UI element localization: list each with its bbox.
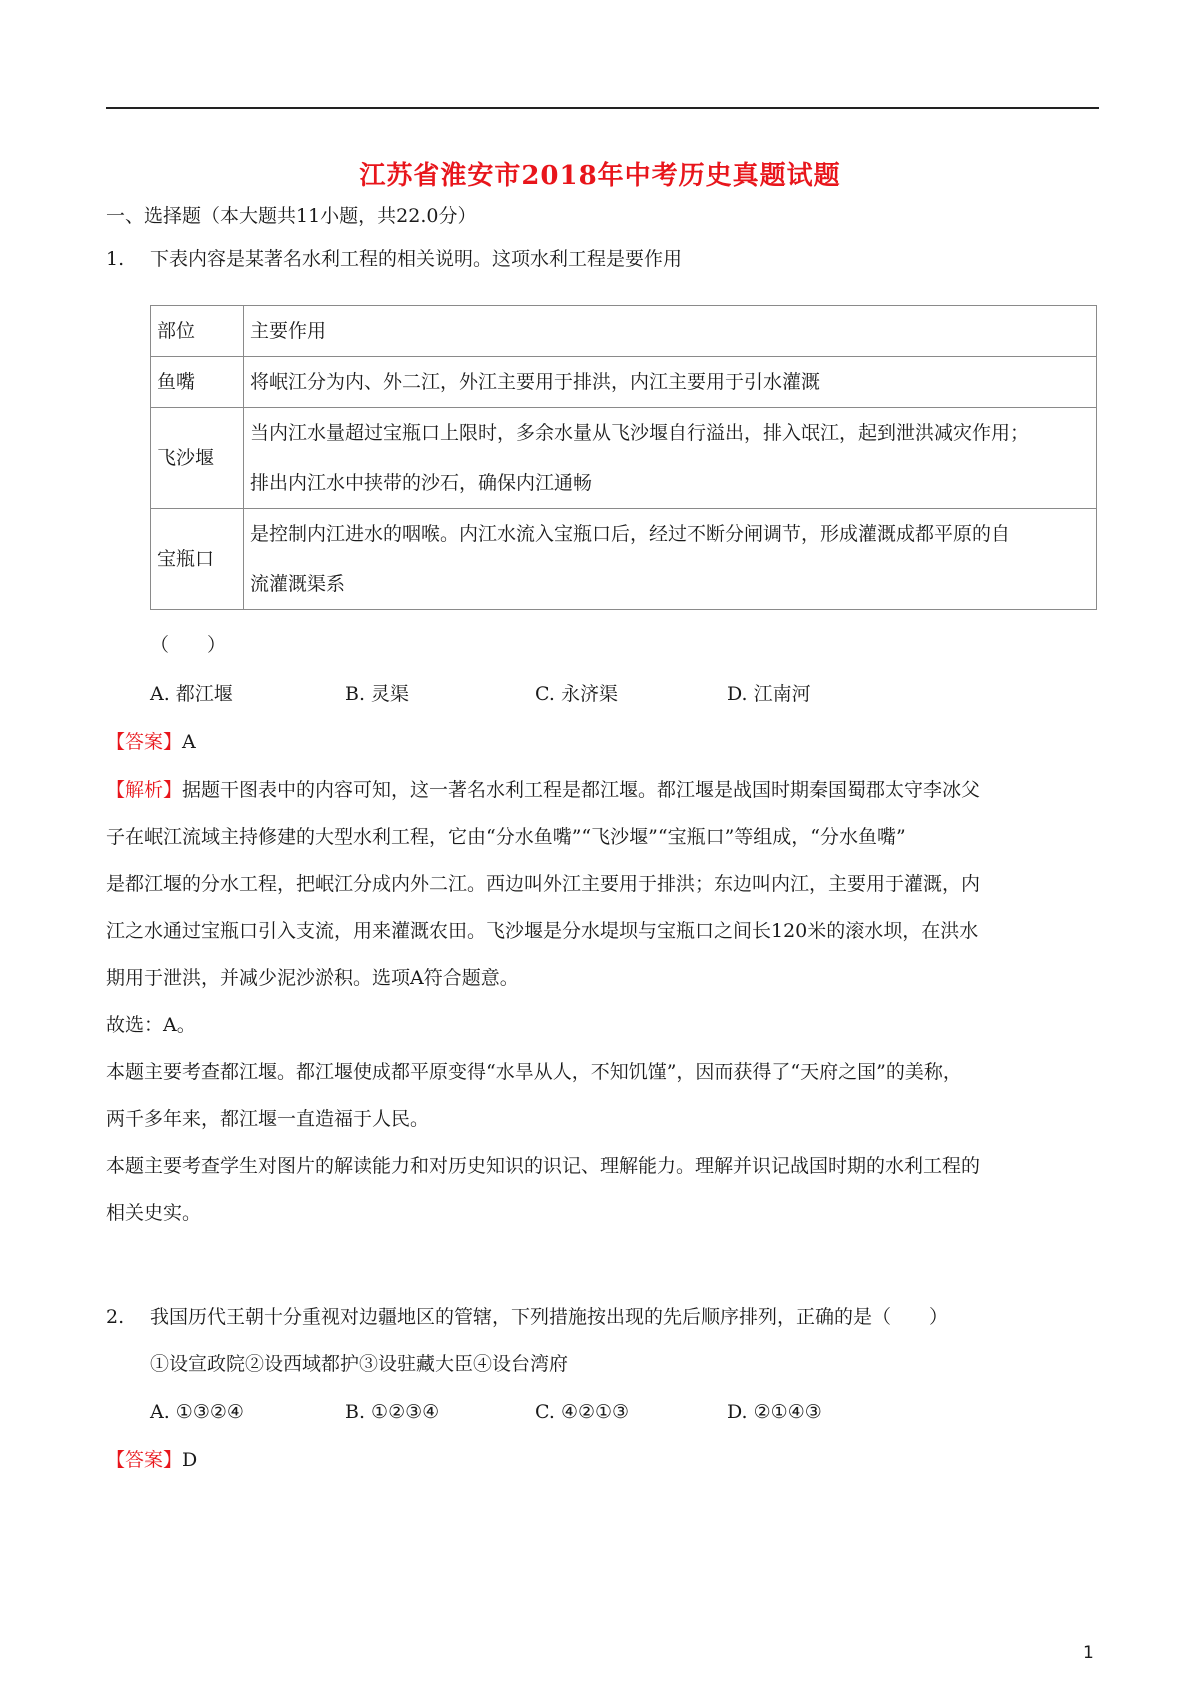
analysis-line: 故选：A。: [106, 1014, 196, 1036]
table-cell-line: 排出内江水中挟带的沙石，确保内江通畅: [250, 472, 593, 494]
analysis-line: 是都江堰的分水工程，把岷江分成内外二江。西边叫外江主要用于排洪；东边叫内江，主要用于灌溉，内: [106, 873, 981, 895]
table-row: [151, 509, 1097, 610]
q2-option-b: B. ①②③④: [345, 1401, 440, 1423]
q1-blank: （ ）: [150, 634, 227, 656]
table-cell: 鱼嘴: [151, 357, 244, 408]
table-cell: 宝瓶口: [151, 509, 244, 610]
answer-value: A: [182, 731, 196, 753]
q1-stem: 下表内容是某著名水利工程的相关说明。这项水利工程是要作用: [150, 248, 683, 270]
q1-option-a: A. 都江堰: [150, 683, 233, 705]
q1-table: [150, 305, 1097, 610]
q2-option-a: A. ①③②④: [150, 1401, 244, 1423]
q1-number: 1.: [106, 248, 125, 270]
table-cell: 将岷江分为内、外二江，外江主要用于排洪，内江主要用于引水灌溉: [244, 357, 1097, 408]
table-cell-line: 当内江水量超过宝瓶口上限时，多余水量从飞沙堰自行溢出，排入氓江，起到泄洪减灾作用；: [250, 422, 1030, 444]
table-cell: [244, 509, 1097, 610]
table-cell: [244, 408, 1097, 509]
table-row: [151, 408, 1097, 509]
table-cell: 主要作用: [244, 306, 1097, 357]
analysis-text: 据题干图表中的内容可知，这一著名水利工程是都江堰。都江堰是战国时期秦国蜀郡太守李冰父: [182, 779, 981, 801]
analysis-line: 本题主要考查都江堰。都江堰使成都平原变得“水旱从人，不知饥馑”，因而获得了“天府之国”的美称，: [106, 1061, 962, 1083]
header-rule: [106, 107, 1099, 109]
analysis-line: 子在岷江流域主持修建的大型水利工程，它由“分水鱼嘴”“飞沙堰”“宝瓶口”等组成，“分水鱼嘴”: [106, 826, 906, 848]
analysis-line: 本题主要考查学生对图片的解读能力和对历史知识的识记、理解能力。理解并识记战国时期的水利工程的: [106, 1155, 981, 1177]
page-number: 1: [1083, 1643, 1094, 1663]
q1-option-c: C. 永济渠: [535, 683, 618, 705]
analysis-tag: 【解析】: [106, 779, 183, 801]
table-row: [151, 306, 1097, 357]
q1-option-b: B. 灵渠: [345, 683, 410, 705]
q2-stem: 我国历代王朝十分重视对边疆地区的管辖，下列措施按出现的先后顺序排列，正确的是（ ）: [150, 1306, 949, 1328]
q2-option-c: C. ④②①③: [535, 1401, 630, 1423]
analysis-line: [106, 776, 980, 804]
analysis-line: 期用于泄洪，并减少泥沙淤积。选项A符合题意。: [106, 967, 519, 989]
table-cell: 部位: [151, 306, 244, 357]
analysis-line: 两千多年来，都江堰一直造福于人民。: [106, 1108, 430, 1130]
table-cell-line: 是控制内江进水的咽喉。内江水流入宝瓶口后，经过不断分闸调节，形成灌溉成都平原的自: [250, 523, 1011, 545]
answer-value: D: [182, 1449, 198, 1471]
table-cell-line: 流灌溉渠系: [250, 573, 346, 595]
q2-answer: [106, 1446, 197, 1474]
table-row: [151, 357, 1097, 408]
q2-items: ①设宣政院②设西域都护③设驻藏大臣④设台湾府: [150, 1353, 569, 1375]
table-cell: 飞沙堰: [151, 408, 244, 509]
q1-option-d: D. 江南河: [727, 683, 811, 705]
answer-tag: 【答案】: [106, 1449, 183, 1471]
section-heading: 一、选择题（本大题共11小题，共22.0分）: [106, 205, 477, 227]
q2-number: 2.: [106, 1306, 125, 1328]
analysis-line: 相关史实。: [106, 1202, 202, 1224]
q1-answer: [106, 728, 196, 756]
q2-option-d: D. ②①④③: [727, 1401, 822, 1423]
answer-tag: 【答案】: [106, 731, 183, 753]
analysis-line: 江之水通过宝瓶口引入支流，用来灌溉农田。飞沙堰是分水堤坝与宝瓶口之间长120米的滚水坝，在洪水: [106, 920, 979, 942]
document-title: 江苏省淮安市2018年中考历史真题试题: [359, 161, 841, 191]
